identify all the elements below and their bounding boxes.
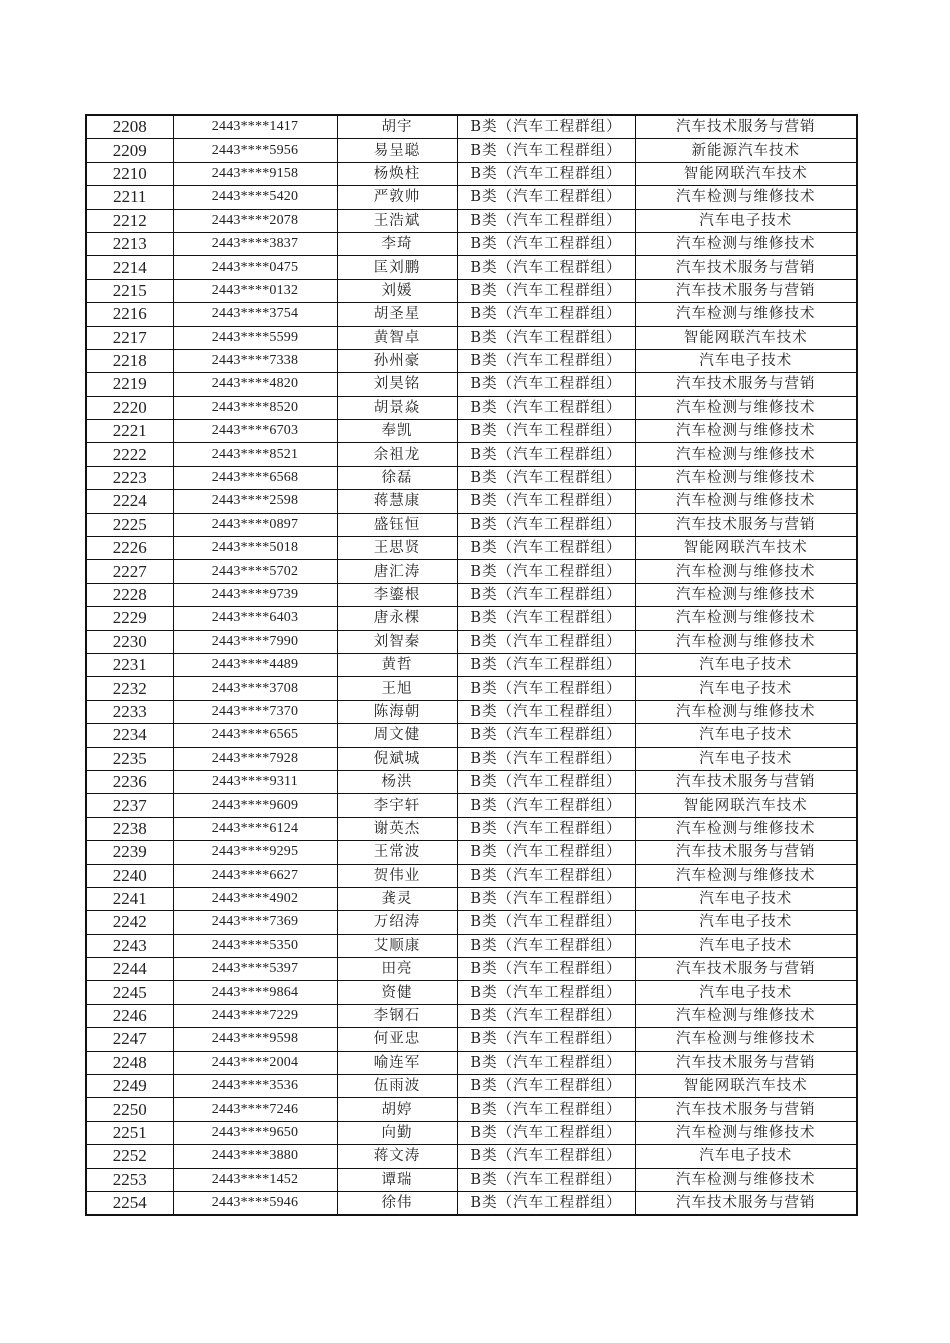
id-number-cell: 2443****9739 (173, 583, 337, 606)
row-number-cell: 2226 (86, 537, 173, 560)
id-number-cell: 2443****1452 (173, 1168, 337, 1191)
name-cell: 黄智卓 (337, 326, 457, 349)
id-number-cell: 2443****6124 (173, 817, 337, 840)
id-number-cell: 2443****5018 (173, 537, 337, 560)
name-cell: 李宇轩 (337, 794, 457, 817)
id-number-cell: 2443****9864 (173, 981, 337, 1004)
table-row (86, 256, 857, 279)
table-row (86, 1121, 857, 1144)
major-cell: 新能源汽车技术 (635, 139, 857, 162)
row-number-cell: 2212 (86, 209, 173, 232)
id-number-cell: 2443****3837 (173, 232, 337, 255)
category-cell: B类（汽车工程群组） (457, 420, 635, 443)
row-number-cell: 2209 (86, 139, 173, 162)
major-cell: 汽车电子技术 (635, 349, 857, 372)
name-cell: 王思贤 (337, 537, 457, 560)
row-number-cell: 2248 (86, 1051, 173, 1074)
name-cell: 谭瑞 (337, 1168, 457, 1191)
id-number-cell: 2443****0132 (173, 279, 337, 302)
row-number-cell: 2225 (86, 513, 173, 536)
major-cell: 汽车电子技术 (635, 911, 857, 934)
row-number-cell: 2249 (86, 1075, 173, 1098)
row-number-cell: 2210 (86, 162, 173, 185)
id-number-cell: 2443****6565 (173, 724, 337, 747)
id-number-cell: 2443****5956 (173, 139, 337, 162)
major-cell: 汽车检测与维修技术 (635, 303, 857, 326)
table-row (86, 700, 857, 723)
name-cell: 胡婷 (337, 1098, 457, 1121)
category-cell: B类（汽车工程群组） (457, 1191, 635, 1215)
id-number-cell: 2443****5599 (173, 326, 337, 349)
id-number-cell: 2443****9650 (173, 1121, 337, 1144)
table-row (86, 911, 857, 934)
id-number-cell: 2443****5702 (173, 560, 337, 583)
major-cell: 汽车电子技术 (635, 653, 857, 676)
row-number-cell: 2215 (86, 279, 173, 302)
name-cell: 蒋文涛 (337, 1145, 457, 1168)
major-cell: 汽车电子技术 (635, 934, 857, 957)
name-cell: 匡刘鹏 (337, 256, 457, 279)
table-row (86, 794, 857, 817)
category-cell: B类（汽车工程群组） (457, 841, 635, 864)
category-cell: B类（汽车工程群组） (457, 1145, 635, 1168)
category-cell: B类（汽车工程群组） (457, 677, 635, 700)
table-row (86, 630, 857, 653)
major-cell: 汽车检测与维修技术 (635, 583, 857, 606)
row-number-cell: 2250 (86, 1098, 173, 1121)
table-row (86, 396, 857, 419)
row-number-cell: 2224 (86, 490, 173, 513)
row-number-cell: 2247 (86, 1028, 173, 1051)
id-number-cell: 2443****6627 (173, 864, 337, 887)
id-number-cell: 2443****2004 (173, 1051, 337, 1074)
table-row (86, 747, 857, 770)
row-number-cell: 2244 (86, 958, 173, 981)
major-cell: 智能网联汽车技术 (635, 162, 857, 185)
id-number-cell: 2443****3536 (173, 1075, 337, 1098)
row-number-cell: 2211 (86, 186, 173, 209)
major-cell: 汽车技术服务与营销 (635, 279, 857, 302)
table-row (86, 466, 857, 489)
major-cell: 汽车技术服务与营销 (635, 256, 857, 279)
name-cell: 喻连军 (337, 1051, 457, 1074)
name-cell: 谢英杰 (337, 817, 457, 840)
category-cell: B类（汽车工程群组） (457, 349, 635, 372)
id-number-cell: 2443****0897 (173, 513, 337, 536)
name-cell: 李钢石 (337, 1004, 457, 1027)
name-cell: 黄哲 (337, 653, 457, 676)
major-cell: 汽车技术服务与营销 (635, 1098, 857, 1121)
category-cell: B类（汽车工程群组） (457, 186, 635, 209)
category-cell: B类（汽车工程群组） (457, 630, 635, 653)
category-cell: B类（汽车工程群组） (457, 981, 635, 1004)
name-cell: 艾顺康 (337, 934, 457, 957)
category-cell: B类（汽车工程群组） (457, 209, 635, 232)
table-row (86, 1028, 857, 1051)
table-row (86, 1145, 857, 1168)
name-cell: 严敦帅 (337, 186, 457, 209)
table-row (86, 1051, 857, 1074)
row-number-cell: 2237 (86, 794, 173, 817)
row-number-cell: 2243 (86, 934, 173, 957)
name-cell: 向勤 (337, 1121, 457, 1144)
major-cell: 汽车技术服务与营销 (635, 770, 857, 793)
major-cell: 汽车技术服务与营销 (635, 958, 857, 981)
category-cell: B类（汽车工程群组） (457, 326, 635, 349)
major-cell: 汽车检测与维修技术 (635, 420, 857, 443)
category-cell: B类（汽车工程群组） (457, 279, 635, 302)
name-cell: 杨焕柱 (337, 162, 457, 185)
name-cell: 李琦 (337, 232, 457, 255)
name-cell: 万绍涛 (337, 911, 457, 934)
row-number-cell: 2231 (86, 653, 173, 676)
row-number-cell: 2228 (86, 583, 173, 606)
table-row (86, 1098, 857, 1121)
id-number-cell: 2443****0475 (173, 256, 337, 279)
row-number-cell: 2220 (86, 396, 173, 419)
name-cell: 刘媛 (337, 279, 457, 302)
name-cell: 徐磊 (337, 466, 457, 489)
table-row (86, 490, 857, 513)
id-number-cell: 2443****3880 (173, 1145, 337, 1168)
id-number-cell: 2443****5350 (173, 934, 337, 957)
table-row (86, 1191, 857, 1215)
id-number-cell: 2443****9598 (173, 1028, 337, 1051)
major-cell: 智能网联汽车技术 (635, 537, 857, 560)
table-row (86, 162, 857, 185)
name-cell: 盛钰恒 (337, 513, 457, 536)
name-cell: 胡圣星 (337, 303, 457, 326)
category-cell: B类（汽车工程群组） (457, 724, 635, 747)
category-cell: B类（汽车工程群组） (457, 911, 635, 934)
category-cell: B类（汽车工程群组） (457, 1098, 635, 1121)
row-number-cell: 2253 (86, 1168, 173, 1191)
major-cell: 汽车检测与维修技术 (635, 396, 857, 419)
id-number-cell: 2443****9295 (173, 841, 337, 864)
row-number-cell: 2217 (86, 326, 173, 349)
category-cell: B类（汽车工程群组） (457, 256, 635, 279)
major-cell: 汽车电子技术 (635, 747, 857, 770)
category-cell: B类（汽车工程群组） (457, 747, 635, 770)
category-cell: B类（汽车工程群组） (457, 232, 635, 255)
table-row (86, 560, 857, 583)
major-cell: 汽车检测与维修技术 (635, 630, 857, 653)
category-cell: B类（汽车工程群组） (457, 303, 635, 326)
id-number-cell: 2443****6403 (173, 607, 337, 630)
id-number-cell: 2443****7338 (173, 349, 337, 372)
roster-table (85, 114, 858, 1216)
major-cell: 汽车电子技术 (635, 677, 857, 700)
category-cell: B类（汽车工程群组） (457, 1121, 635, 1144)
table-row (86, 209, 857, 232)
row-number-cell: 2216 (86, 303, 173, 326)
row-number-cell: 2230 (86, 630, 173, 653)
id-number-cell: 2443****8520 (173, 396, 337, 419)
table-row (86, 279, 857, 302)
name-cell: 龚灵 (337, 887, 457, 910)
major-cell: 汽车技术服务与营销 (635, 115, 857, 139)
name-cell: 刘昊铭 (337, 373, 457, 396)
major-cell: 汽车检测与维修技术 (635, 607, 857, 630)
table-row (86, 420, 857, 443)
major-cell: 汽车电子技术 (635, 981, 857, 1004)
major-cell: 汽车技术服务与营销 (635, 841, 857, 864)
category-cell: B类（汽车工程群组） (457, 1028, 635, 1051)
category-cell: B类（汽车工程群组） (457, 115, 635, 139)
name-cell: 蒋慧康 (337, 490, 457, 513)
category-cell: B类（汽车工程群组） (457, 934, 635, 957)
major-cell: 汽车检测与维修技术 (635, 443, 857, 466)
row-number-cell: 2236 (86, 770, 173, 793)
id-number-cell: 2443****4902 (173, 887, 337, 910)
category-cell: B类（汽车工程群组） (457, 513, 635, 536)
category-cell: B类（汽车工程群组） (457, 490, 635, 513)
table-row (86, 443, 857, 466)
table-row (86, 653, 857, 676)
id-number-cell: 2443****2078 (173, 209, 337, 232)
name-cell: 王浩斌 (337, 209, 457, 232)
name-cell: 田亮 (337, 958, 457, 981)
name-cell: 余祖龙 (337, 443, 457, 466)
name-cell: 倪斌城 (337, 747, 457, 770)
row-number-cell: 2219 (86, 373, 173, 396)
major-cell: 汽车检测与维修技术 (635, 560, 857, 583)
table-row (86, 677, 857, 700)
major-cell: 汽车检测与维修技术 (635, 232, 857, 255)
category-cell: B类（汽车工程群组） (457, 537, 635, 560)
table-row (86, 934, 857, 957)
name-cell: 易呈聪 (337, 139, 457, 162)
major-cell: 汽车检测与维修技术 (635, 864, 857, 887)
major-cell: 汽车技术服务与营销 (635, 1051, 857, 1074)
table-row (86, 513, 857, 536)
category-cell: B类（汽车工程群组） (457, 396, 635, 419)
major-cell: 汽车检测与维修技术 (635, 490, 857, 513)
id-number-cell: 2443****5946 (173, 1191, 337, 1215)
category-cell: B类（汽车工程群组） (457, 958, 635, 981)
id-number-cell: 2443****6703 (173, 420, 337, 443)
major-cell: 汽车检测与维修技术 (635, 466, 857, 489)
row-number-cell: 2252 (86, 1145, 173, 1168)
id-number-cell: 2443****6568 (173, 466, 337, 489)
table-row (86, 770, 857, 793)
table-row (86, 115, 857, 139)
major-cell: 汽车电子技术 (635, 887, 857, 910)
id-number-cell: 2443****4820 (173, 373, 337, 396)
row-number-cell: 2238 (86, 817, 173, 840)
table-row (86, 1168, 857, 1191)
table-row (86, 724, 857, 747)
row-number-cell: 2240 (86, 864, 173, 887)
major-cell: 汽车检测与维修技术 (635, 186, 857, 209)
id-number-cell: 2443****8521 (173, 443, 337, 466)
row-number-cell: 2242 (86, 911, 173, 934)
id-number-cell: 2443****7229 (173, 1004, 337, 1027)
category-cell: B类（汽车工程群组） (457, 700, 635, 723)
category-cell: B类（汽车工程群组） (457, 770, 635, 793)
row-number-cell: 2227 (86, 560, 173, 583)
major-cell: 智能网联汽车技术 (635, 794, 857, 817)
roster-table-body (86, 115, 857, 1215)
id-number-cell: 2443****3754 (173, 303, 337, 326)
table-row (86, 958, 857, 981)
category-cell: B类（汽车工程群组） (457, 1168, 635, 1191)
major-cell: 汽车检测与维修技术 (635, 1168, 857, 1191)
name-cell: 王常波 (337, 841, 457, 864)
major-cell: 汽车技术服务与营销 (635, 1191, 857, 1215)
category-cell: B类（汽车工程群组） (457, 560, 635, 583)
major-cell: 汽车检测与维修技术 (635, 1028, 857, 1051)
id-number-cell: 2443****9158 (173, 162, 337, 185)
table-row (86, 583, 857, 606)
category-cell: B类（汽车工程群组） (457, 1051, 635, 1074)
name-cell: 杨洪 (337, 770, 457, 793)
row-number-cell: 2221 (86, 420, 173, 443)
table-row (86, 981, 857, 1004)
id-number-cell: 2443****3708 (173, 677, 337, 700)
id-number-cell: 2443****5420 (173, 186, 337, 209)
category-cell: B类（汽车工程群组） (457, 443, 635, 466)
row-number-cell: 2234 (86, 724, 173, 747)
id-number-cell: 2443****7370 (173, 700, 337, 723)
row-number-cell: 2245 (86, 981, 173, 1004)
name-cell: 孙州豪 (337, 349, 457, 372)
category-cell: B类（汽车工程群组） (457, 583, 635, 606)
id-number-cell: 2443****9609 (173, 794, 337, 817)
name-cell: 贺伟业 (337, 864, 457, 887)
category-cell: B类（汽车工程群组） (457, 607, 635, 630)
row-number-cell: 2233 (86, 700, 173, 723)
table-row (86, 326, 857, 349)
category-cell: B类（汽车工程群组） (457, 887, 635, 910)
table-row (86, 841, 857, 864)
major-cell: 汽车电子技术 (635, 1145, 857, 1168)
category-cell: B类（汽车工程群组） (457, 373, 635, 396)
table-row (86, 1004, 857, 1027)
major-cell: 智能网联汽车技术 (635, 326, 857, 349)
table-row (86, 232, 857, 255)
name-cell: 唐汇涛 (337, 560, 457, 583)
id-number-cell: 2443****9311 (173, 770, 337, 793)
category-cell: B类（汽车工程群组） (457, 794, 635, 817)
row-number-cell: 2229 (86, 607, 173, 630)
table-row (86, 373, 857, 396)
category-cell: B类（汽车工程群组） (457, 1075, 635, 1098)
category-cell: B类（汽车工程群组） (457, 817, 635, 840)
major-cell: 汽车技术服务与营销 (635, 513, 857, 536)
name-cell: 王旭 (337, 677, 457, 700)
table-row (86, 139, 857, 162)
name-cell: 伍雨波 (337, 1075, 457, 1098)
major-cell: 汽车检测与维修技术 (635, 700, 857, 723)
major-cell: 汽车检测与维修技术 (635, 1121, 857, 1144)
table-row (86, 303, 857, 326)
name-cell: 资健 (337, 981, 457, 1004)
table-row (86, 1075, 857, 1098)
category-cell: B类（汽车工程群组） (457, 466, 635, 489)
id-number-cell: 2443****7990 (173, 630, 337, 653)
row-number-cell: 2246 (86, 1004, 173, 1027)
name-cell: 何亚忠 (337, 1028, 457, 1051)
major-cell: 汽车技术服务与营销 (635, 373, 857, 396)
row-number-cell: 2222 (86, 443, 173, 466)
major-cell: 汽车电子技术 (635, 724, 857, 747)
id-number-cell: 2443****5397 (173, 958, 337, 981)
major-cell: 汽车检测与维修技术 (635, 817, 857, 840)
name-cell: 陈海朝 (337, 700, 457, 723)
row-number-cell: 2232 (86, 677, 173, 700)
table-row (86, 186, 857, 209)
category-cell: B类（汽车工程群组） (457, 653, 635, 676)
id-number-cell: 2443****1417 (173, 115, 337, 139)
category-cell: B类（汽车工程群组） (457, 162, 635, 185)
name-cell: 唐永棵 (337, 607, 457, 630)
name-cell: 周文健 (337, 724, 457, 747)
table-row (86, 887, 857, 910)
name-cell: 胡宇 (337, 115, 457, 139)
row-number-cell: 2214 (86, 256, 173, 279)
table-row (86, 864, 857, 887)
category-cell: B类（汽车工程群组） (457, 1004, 635, 1027)
major-cell: 汽车检测与维修技术 (635, 1004, 857, 1027)
id-number-cell: 2443****2598 (173, 490, 337, 513)
row-number-cell: 2235 (86, 747, 173, 770)
id-number-cell: 2443****7246 (173, 1098, 337, 1121)
table-row (86, 607, 857, 630)
id-number-cell: 2443****4489 (173, 653, 337, 676)
name-cell: 李鎏根 (337, 583, 457, 606)
row-number-cell: 2251 (86, 1121, 173, 1144)
row-number-cell: 2239 (86, 841, 173, 864)
id-number-cell: 2443****7928 (173, 747, 337, 770)
id-number-cell: 2443****7369 (173, 911, 337, 934)
row-number-cell: 2218 (86, 349, 173, 372)
name-cell: 刘智秦 (337, 630, 457, 653)
major-cell: 汽车电子技术 (635, 209, 857, 232)
name-cell: 徐伟 (337, 1191, 457, 1215)
table-row (86, 349, 857, 372)
row-number-cell: 2213 (86, 232, 173, 255)
row-number-cell: 2254 (86, 1191, 173, 1215)
row-number-cell: 2223 (86, 466, 173, 489)
major-cell: 智能网联汽车技术 (635, 1075, 857, 1098)
table-row (86, 817, 857, 840)
category-cell: B类（汽车工程群组） (457, 864, 635, 887)
name-cell: 胡景焱 (337, 396, 457, 419)
row-number-cell: 2241 (86, 887, 173, 910)
category-cell: B类（汽车工程群组） (457, 139, 635, 162)
row-number-cell: 2208 (86, 115, 173, 139)
table-row (86, 537, 857, 560)
name-cell: 奉凯 (337, 420, 457, 443)
